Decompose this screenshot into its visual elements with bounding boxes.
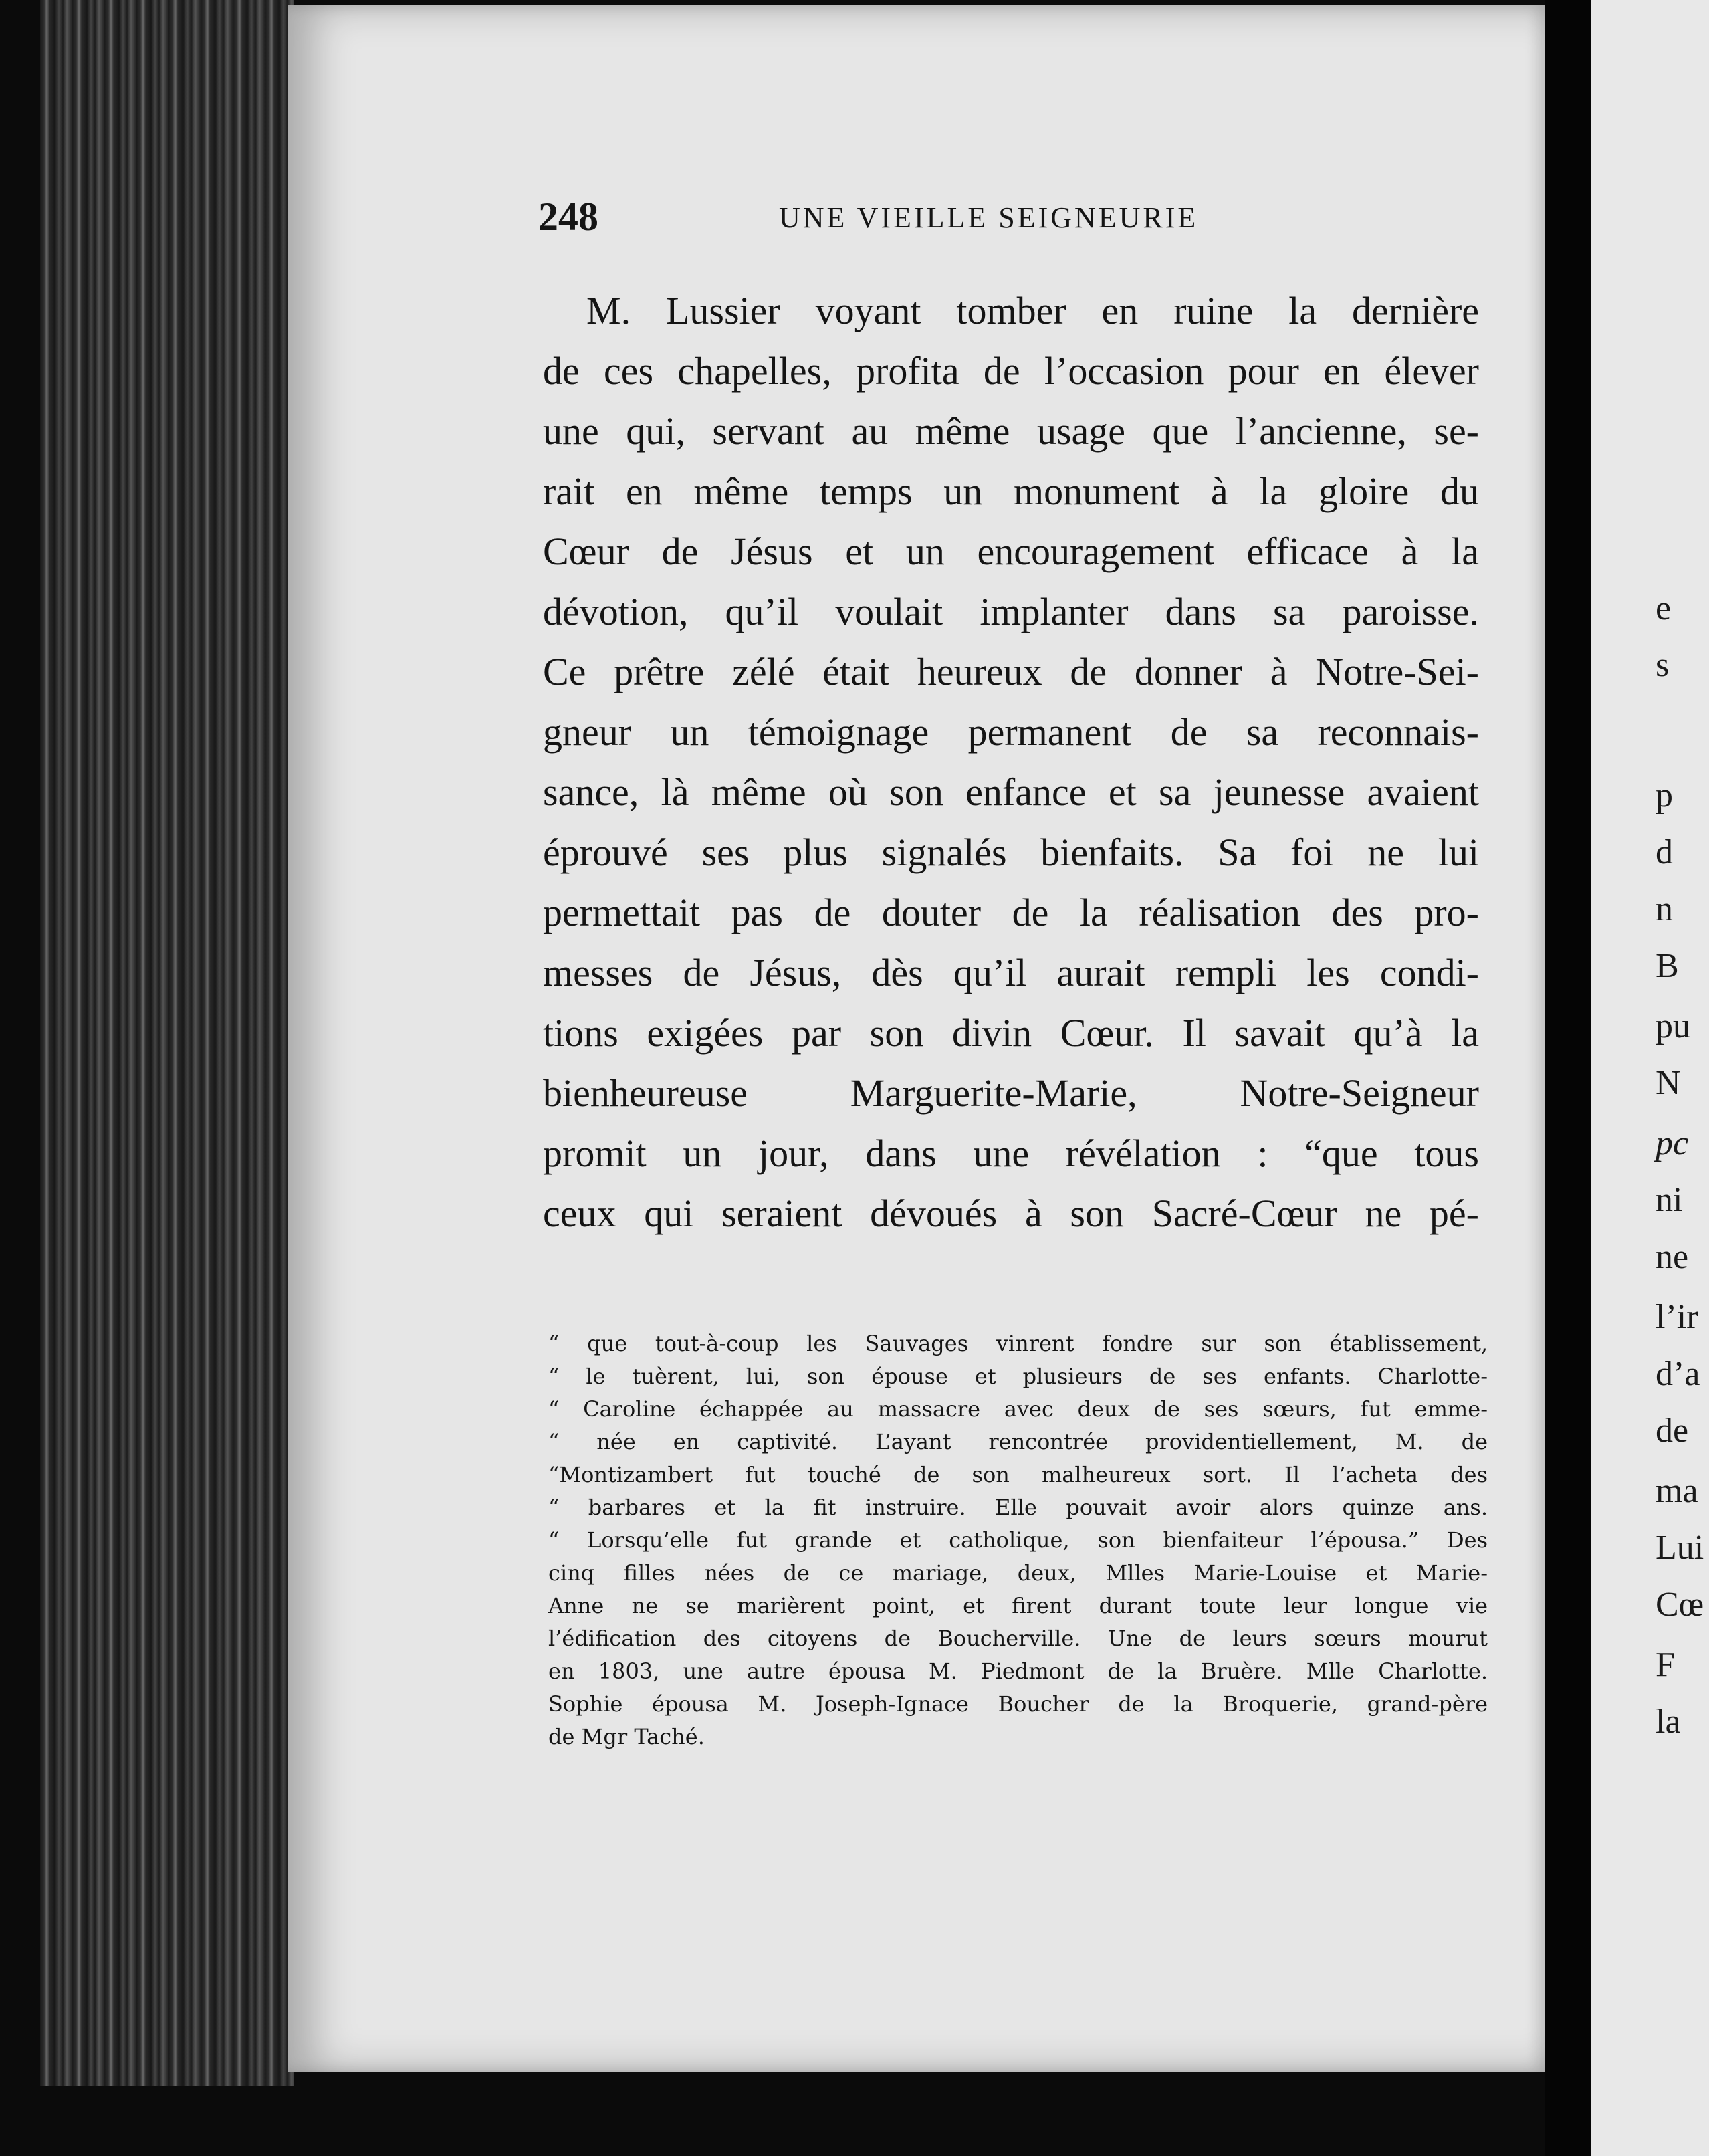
page-header	[538, 194, 1240, 241]
page-gutter	[1545, 0, 1591, 2156]
facing-page-text: ma	[1656, 1472, 1698, 1510]
facing-page-text: ni	[1656, 1181, 1683, 1219]
facing-page-text: Cœ	[1656, 1586, 1704, 1624]
facing-page-text: s	[1656, 646, 1670, 684]
text-line: tions exigées par son divin Cœur. Il savait qu’à la	[543, 1011, 1479, 1055]
page-number: 248	[538, 195, 598, 239]
facing-page-text: pu	[1656, 1007, 1690, 1045]
footnote-line: “ barbares et la fit instruire. Elle pouvait avoir alors quinze ans.	[548, 1495, 1488, 1520]
text-line: permettait pas de douter de la réalisation des pro-	[543, 891, 1479, 934]
footnote-line: “ le tuèrent, lui, son épouse et plusieurs de ses enfants. Charlotte-	[548, 1364, 1488, 1389]
text-line: dévotion, qu’il voulait implanter dans sa paroisse.	[543, 590, 1479, 633]
facing-page-text: d	[1656, 833, 1673, 871]
footnote-line: Anne ne se marièrent point, et firent durant toute leur longue vie	[548, 1593, 1488, 1618]
facing-page-text: Lui	[1656, 1529, 1704, 1567]
footnote-line: en 1803, une autre épousa M. Piedmont de la Bruère. Mlle Charlotte.	[548, 1658, 1488, 1684]
running-title: UNE VIEILLE SEIGNEURIE	[779, 201, 1199, 234]
footnote-line: “ Lorsqu’elle fut grande et catholique, son bienfaiteur l’épousa.” Des	[548, 1527, 1488, 1553]
text-line: gneur un témoignage permanent de sa reconnais-	[543, 710, 1479, 754]
footnote-line: “ Caroline échappée au massacre avec deux de ses sœurs, fut emme-	[548, 1396, 1488, 1422]
text-line: éprouvé ses plus signalés bienfaits. Sa foi ne lui	[543, 831, 1479, 874]
footnote-line: Sophie épousa M. Joseph-Ignace Boucher de la Broquerie, grand-père	[548, 1691, 1488, 1717]
facing-page-text: N	[1656, 1064, 1681, 1102]
footnote	[548, 1327, 1488, 1753]
text-line: M. Lussier voyant tomber en ruine la dernière	[586, 289, 1479, 332]
text-line: rait en même temps un monument à la gloire du	[543, 469, 1479, 513]
book-page-edges	[40, 0, 294, 2086]
facing-page-text: d’a	[1656, 1355, 1700, 1393]
facing-page-text: pc	[1656, 1124, 1689, 1162]
text-line: Ce prêtre zélé était heureux de donner à Notre-Sei-	[543, 650, 1479, 693]
facing-page-text: l’ir	[1656, 1298, 1698, 1336]
text-line: bienheureuse Marguerite-Marie, Notre-Seigneur	[543, 1071, 1479, 1115]
facing-page-text: B	[1656, 947, 1679, 985]
main-text	[543, 281, 1479, 1244]
text-line: messes de Jésus, dès qu’il aurait rempli les condi-	[543, 951, 1479, 994]
text-line: sance, là même où son enfance et sa jeunesse avaient	[543, 770, 1479, 814]
facing-page-text: ne	[1656, 1238, 1689, 1276]
text-line: ceux qui seraient dévoués à son Sacré-Cœur ne pé-	[543, 1192, 1479, 1235]
facing-page-text: n	[1656, 890, 1673, 928]
text-line: de ces chapelles, profita de l’occasion pour en élever	[543, 349, 1479, 393]
footnote-line: “ née en captivité. L’ayant rencontrée providentiellement, M. de	[548, 1429, 1488, 1454]
footnote-line: “Montizambert fut touché de son malheureux sort. Il l’acheta des	[548, 1462, 1488, 1487]
footnote-line: cinq filles nées de ce mariage, deux, Mlles Marie-Louise et Marie-	[548, 1560, 1488, 1586]
facing-page-fragment	[1591, 0, 1709, 2156]
footnote-line: “ que tout-à-coup les Sauvages vinrent fondre sur son établissement,	[548, 1331, 1488, 1356]
text-line: Cœur de Jésus et un encouragement efficace à la	[543, 530, 1479, 573]
facing-page-text: la	[1656, 1703, 1681, 1741]
facing-page-text: F	[1656, 1646, 1675, 1684]
text-line: promit un jour, dans une révélation : “que tous	[543, 1131, 1479, 1175]
footnote-line: l’édification des citoyens de Boucherville. Une de leurs sœurs mourut	[548, 1626, 1488, 1651]
footnote-line: de Mgr Taché.	[548, 1724, 705, 1749]
facing-page-text: e	[1656, 589, 1672, 627]
facing-page-text: p	[1656, 776, 1673, 815]
facing-page-text: de	[1656, 1412, 1689, 1450]
text-line: une qui, servant au même usage que l’ancienne, se-	[543, 409, 1479, 453]
